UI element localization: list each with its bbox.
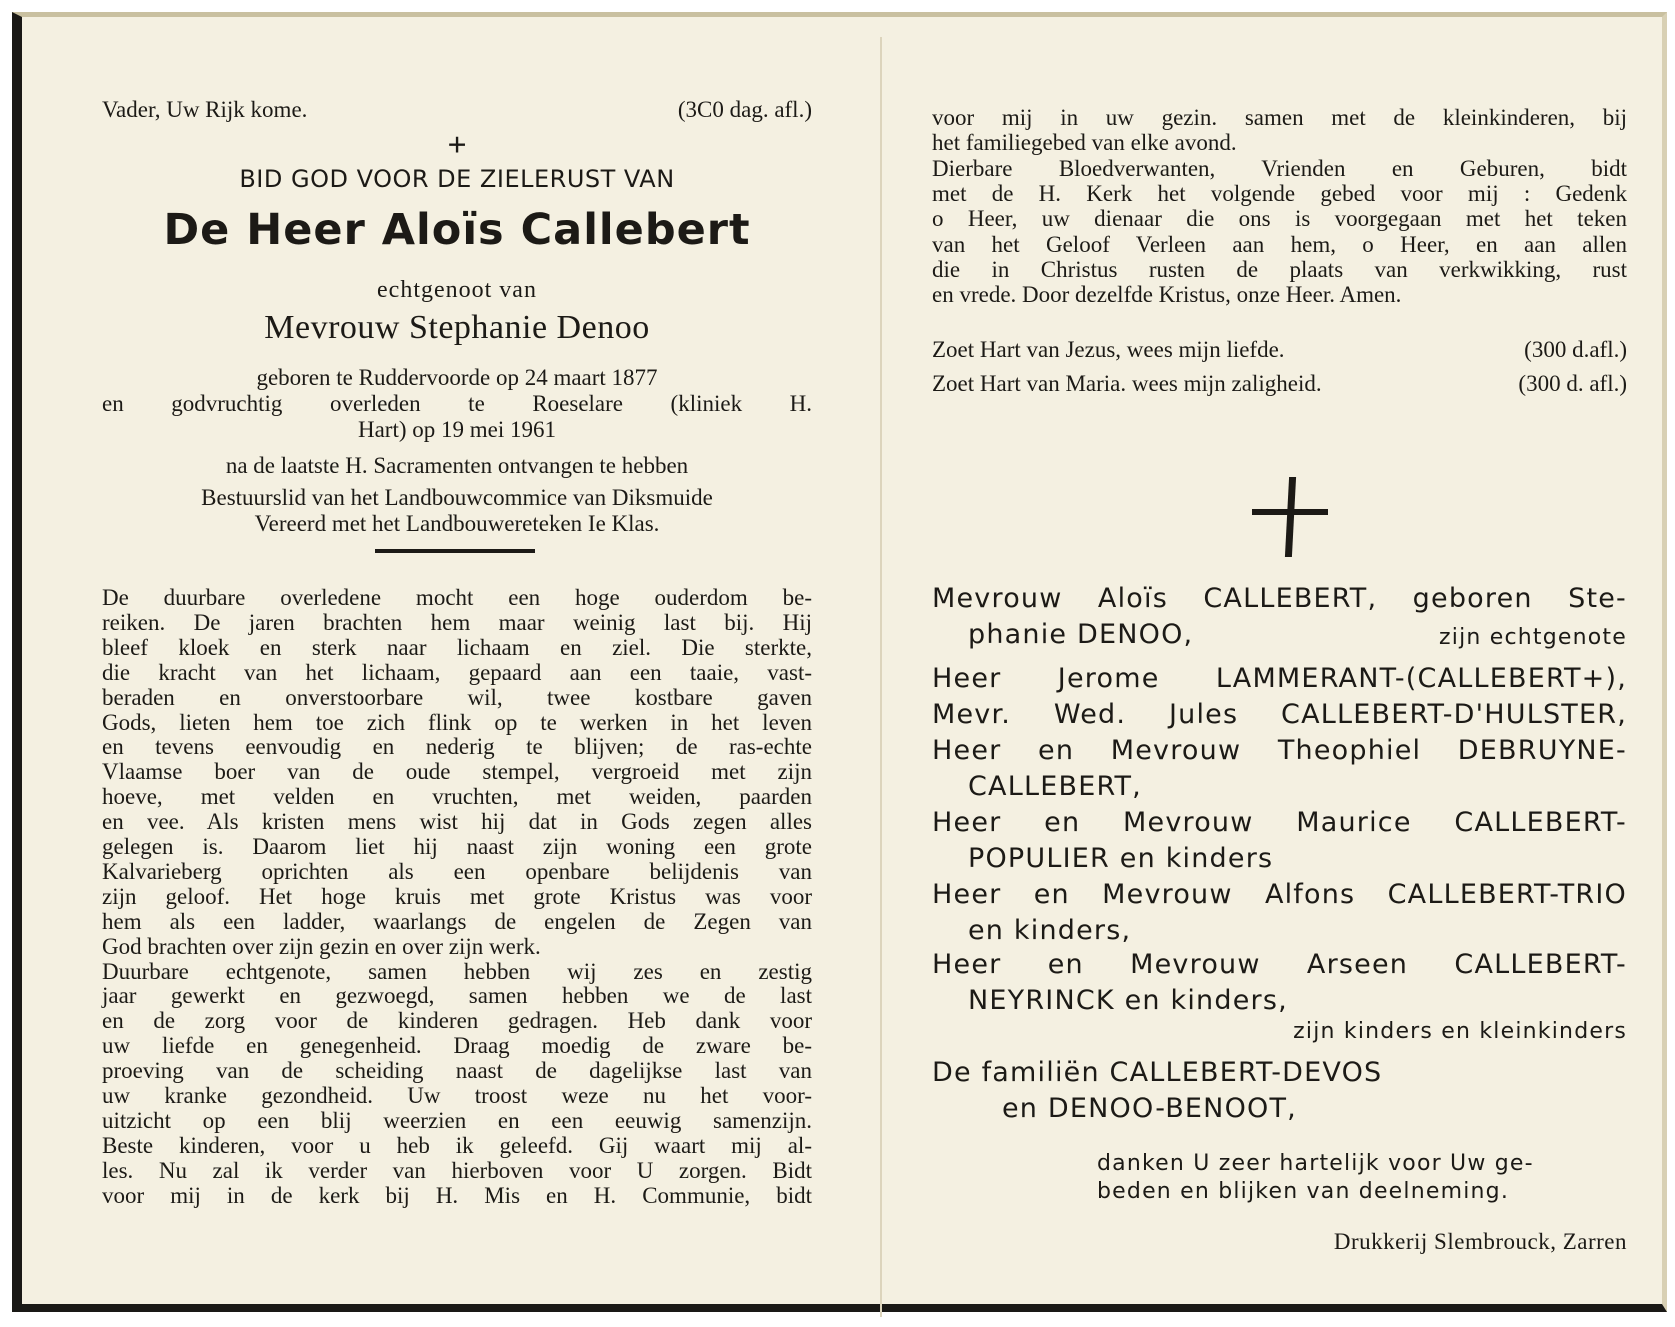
- text-line: van het Geloof Verleen aan hem, o Heer, en aan allen: [932, 231, 1627, 257]
- sacrament-line: na de laatste H. Sacramenten ontvangen te hebben: [225, 453, 689, 478]
- text-line: en vrede. Door dezelfde Kristus, onze Heer. Amen.: [932, 282, 1402, 308]
- prayer-row: [932, 337, 1627, 363]
- family-line: Heer en Mevrouw Arseen CALLEBERT-: [932, 949, 1627, 980]
- header-prayer: Vader, Uw Rijk kome.: [102, 97, 308, 122]
- text-line: uw kranke gezondheid. Uw troost weze nu het voor-: [102, 1083, 812, 1108]
- prayer-text-line: Zoet Hart van Jezus, wees mijn liefde.: [932, 337, 1285, 362]
- prayer-indulgence: (300 d.afl.): [1524, 337, 1627, 362]
- text-line: Vlaamse boer van de oude stempel, vergroeid met zijn: [102, 759, 812, 785]
- family-row: [932, 619, 1627, 650]
- thanks-line: beden en blijken van deelneming.: [1097, 1179, 1510, 1204]
- small-cross: +: [447, 127, 467, 164]
- divider-rule: [375, 549, 535, 553]
- text-line: zijn geloof. Het hoge kruis met grote Kristus was voor: [102, 883, 812, 909]
- printer-credit: Drukkerij Slembrouck, Zarren: [1333, 1229, 1627, 1254]
- family-line: Heer en Mevrouw Alfons CALLEBERT-TRIO: [932, 879, 1627, 910]
- text-line: o Heer, uw dienaar die ons is voorgegaan met het teken: [932, 206, 1627, 232]
- prayer-row: [932, 371, 1627, 397]
- memorial-card: [12, 12, 1667, 1312]
- header-row: [102, 97, 812, 123]
- role-line: Vereerd met het Landbouwereteken Ie Klas.: [254, 511, 660, 536]
- family-line: Heer Jerome LAMMERANT-(CALLEBERT+),: [932, 663, 1627, 694]
- text-line: hem als een ladder, waarlangs de engelen de Zegen van: [102, 908, 812, 934]
- text-line: les. Nu zal ik verder van hierboven voor U zorgen. Bidt: [102, 1157, 812, 1183]
- text-line: beraden en onverstoorbare wil, twee kostbare gaven: [102, 684, 812, 710]
- thanks-line: danken U zeer hartelijk voor Uw ge-: [1097, 1151, 1534, 1176]
- family-relation: zijn echtgenote: [1439, 625, 1627, 650]
- family-line: en kinders,: [968, 915, 1132, 946]
- text-line: bleef kloek en sterk naar lichaam en ziel. Die sterkte,: [102, 634, 812, 660]
- family-line: De familiën CALLEBERT-DEVOS: [932, 1057, 1383, 1088]
- family-line: Heer en Mevrouw Theophiel DEBRUYNE-: [932, 735, 1627, 766]
- deceased-name: De Heer Aloïs Callebert: [163, 205, 751, 255]
- echtgenoot-label: echtgenoot van: [377, 277, 537, 303]
- info-line: en godvruchtig overleden te Roeselare (kliniek H.: [102, 391, 812, 416]
- text-line: gelegen is. Daarom liet hij naast zijn woning een grote: [102, 834, 812, 859]
- header-indulgence: (3C0 dag. afl.): [677, 97, 812, 122]
- text-line: proeving van de scheiding naast de dagelijkse last van: [102, 1058, 812, 1084]
- text-line: jaar gewerkt en gezwoegd, samen hebben we de last: [102, 983, 812, 1009]
- info-line: Hart) op 19 mei 1961: [357, 417, 556, 442]
- text-line: De duurbare overledene mocht een hoge ouderdom be-: [102, 585, 812, 610]
- text-line: Dierbare Bloedverwanten, Vrienden en Geburen, bidt: [932, 155, 1627, 181]
- fold-line: [880, 37, 882, 1317]
- info-line: geboren te Ruddervoorde op 24 maart 1877: [256, 365, 658, 390]
- text-line: voor mij in de kerk bij H. Mis en H. Communie, bidt: [102, 1182, 812, 1208]
- cross-icon: [1250, 477, 1330, 557]
- text-line: die kracht van het lichaam, gepaard aan een taaie, vast-: [102, 659, 812, 685]
- text-line: en de zorg voor de kinderen gedragen. Heb dank voor: [102, 1008, 812, 1034]
- prayer-text-line: Zoet Hart van Maria. wees mijn zaligheid.: [932, 371, 1322, 396]
- text-line: hoeve, met velden en vruchten, met weiden, paarden: [102, 784, 812, 810]
- text-line: uw liefde en genegenheid. Draag moedig de zware be-: [102, 1033, 812, 1059]
- text-line: uitzicht op een blij weerzien en een eeuwig samenzijn.: [102, 1107, 812, 1133]
- bid-god-heading: BID GOD VOOR DE ZIELERUST VAN: [239, 165, 675, 193]
- text-line: Beste kinderen, voor u heb ik geleefd. Gij waart mij al-: [102, 1132, 812, 1158]
- text-line: Duurbare echtgenote, samen hebben wij zes en zestig: [102, 958, 812, 984]
- spouse-name: Mevrouw Stephanie Denoo: [264, 309, 650, 346]
- family-line: Heer en Mevrouw Maurice CALLEBERT-: [932, 807, 1627, 838]
- text-line: voor mij in uw gezin. samen met de kleinkinderen, bij: [932, 105, 1627, 130]
- text-line: met de H. Kerk het volgende gebed voor mij : Gedenk: [932, 180, 1627, 206]
- family-line: phanie DENOO,: [968, 619, 1194, 650]
- text-line: die in Christus rusten de plaats van verkwikking, rust: [932, 256, 1627, 282]
- role-line: Bestuurslid van het Landbouwcommice van Diksmuide: [201, 485, 713, 510]
- text-line: Kalvarieberg oprichten als een openbare belijdenis van: [102, 858, 812, 884]
- text-line: en tevens eenvoudig en nederig te blijven; de ras-echte: [102, 734, 812, 760]
- family-relation: zijn kinders en kleinkinders: [1293, 1019, 1627, 1044]
- family-line: Mevr. Wed. Jules CALLEBERT-D'HULSTER,: [932, 699, 1627, 730]
- text-line: God brachten over zijn gezin en over zijn werk.: [102, 933, 541, 959]
- prayer-indulgence: (300 d. afl.): [1518, 371, 1627, 396]
- text-line: en vee. Als kristen mens wist hij dat in Gods zegen alles: [102, 809, 812, 835]
- family-line: POPULIER en kinders: [968, 843, 1274, 874]
- family-line: Mevrouw Aloïs CALLEBERT, geboren Ste-: [932, 583, 1627, 614]
- family-line: NEYRINCK en kinders,: [968, 985, 1288, 1016]
- text-line: het familiegebed van elke avond.: [932, 130, 1237, 156]
- text-line: Gods, lieten hem toe zich flink op te werken in het leven: [102, 709, 812, 735]
- text-line: reiken. De jaren brachten hem maar weinig last bij. Hij: [102, 609, 812, 635]
- family-line: CALLEBERT,: [968, 771, 1142, 802]
- family-line: en DENOO-BENOOT,: [1002, 1093, 1297, 1124]
